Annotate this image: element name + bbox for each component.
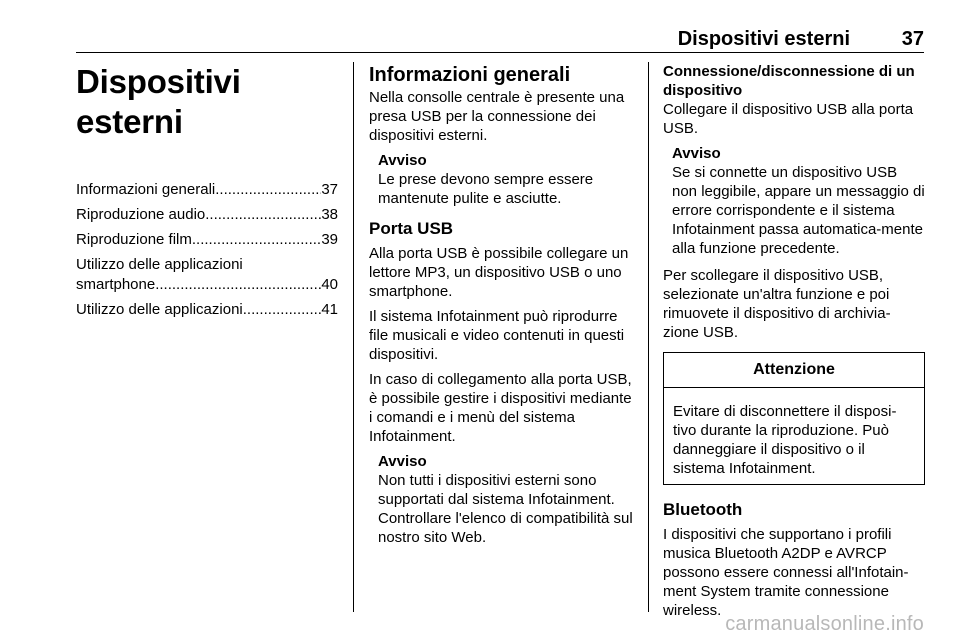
toc-entry-page: 40 [321,276,338,293]
toc-entry-page: 39 [321,231,338,248]
paragraph: Collegare il dispositivo USB alla porta USB. [663,101,914,137]
column-connection [663,62,925,626]
warning-box [663,352,925,485]
toc-entry-page: 37 [321,181,338,198]
section-heading: Informazioni generali [369,64,571,86]
paragraph: Nella consolle centrale è presente una presa USB per la connessione dei dispositivi esterni. [369,89,625,144]
running-header [76,28,924,53]
toc-entry[interactable] [76,205,338,225]
note-text: Non tutti i dispositivi esterni sono supportati dal sistema Infotainment. Controllare l'elenco di compatibilità sul nostro sito Web. [378,472,633,546]
paragraph: Per scollegare il dispositivo USB, selezionate un'altra funzione e poi rimuovete il dispositivo di archivia-zione USB. [663,267,891,341]
column-divider [648,62,649,612]
toc-entry[interactable] [76,300,338,320]
table-of-contents [76,180,338,320]
subsection-heading: Connessione/disconnessione di un dispositivo [663,63,915,99]
column-general-info [369,62,633,555]
note-title: Avviso [378,453,427,470]
toc-entry-label-cont: smartphone [76,276,156,293]
watermark: carmanualsonline.info [725,613,924,635]
note-title: Avviso [378,152,427,169]
toc-entry[interactable] [76,180,338,200]
subsection-heading: Porta USB [369,219,454,238]
paragraph: I dispositivi che supportano i profili musica Bluetooth A2DP e AVRCP possono essere connessi all'Infotain-ment System tramite connessione wireless. [663,526,909,619]
toc-entry-label: Riproduzione film [76,231,192,248]
note-block [663,144,925,258]
toc-entry-label: Utilizzo delle applicazioni [76,256,243,273]
page-number: 37 [901,28,924,50]
column-toc [76,62,338,325]
toc-entry[interactable] [76,230,338,250]
paragraph: Alla porta USB è possibile collegare un lettore MP3, un dispositivo USB o uno smartphone. [369,245,629,300]
note-text: Se si connette un dispositivo USB non leggibile, appare un messaggio di errore corrispondente e il sistema Infotainment passa automatica-mente alla funzione precedente. [672,164,925,257]
toc-entry[interactable] [76,255,338,295]
note-block [369,452,633,547]
column-divider [353,62,354,612]
chapter-title: Dispositivi esterni [76,63,241,140]
toc-entry-label: Utilizzo delle applicazioni [76,301,243,318]
toc-entry-page: 38 [321,206,338,223]
paragraph: In caso di collegamento alla porta USB, è possibile gestire i dispositivi mediante i comandi e i menù del sistema Infotainment. [369,371,632,445]
subsection-heading: Bluetooth [663,500,743,519]
toc-entry-page: 41 [321,301,338,318]
running-title: Dispositivi esterni [677,28,850,50]
note-block [369,151,633,208]
toc-entry-label: Informazioni generali [76,181,216,198]
toc-entry-label: Riproduzione audio [76,206,206,223]
warning-text: Evitare di disconnettere il disposi-tivo durante la riproduzione. Può danneggiare il dispositivo o il sistema Infotainment. [673,403,897,477]
paragraph: Il sistema Infotainment può riprodurre file musicali e video contenuti in questi dispositivi. [369,308,625,363]
note-title: Avviso [672,145,721,162]
note-text: Le prese devono sempre essere mantenute pulite e asciutte. [378,171,594,207]
warning-title: Attenzione [664,353,924,388]
